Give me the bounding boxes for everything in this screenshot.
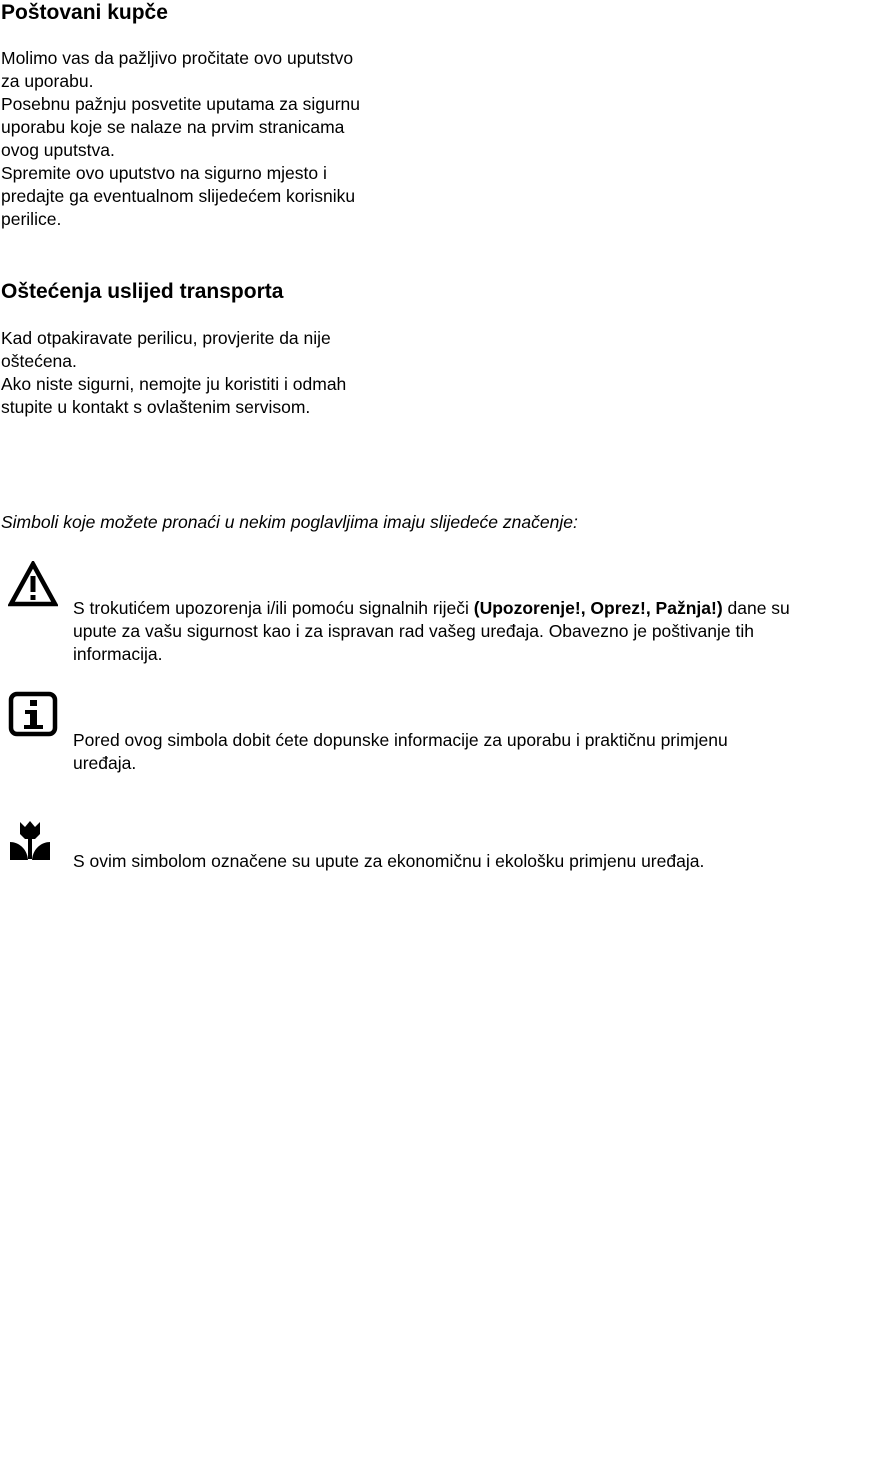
warning-line-1: S trokutićem upozorenja i/ili pomoću signalnih riječi (Upozorenje!, Oprez!, Pažnja!) dane su — [73, 598, 790, 618]
dear-customer-paragraph — [1, 47, 360, 231]
eco-line-1: S ovim simbolom označene su upute za ekonomičnu i ekološku primjenu uređaja. — [73, 851, 705, 871]
eco-symbol-description — [73, 850, 704, 873]
section-title-transport-damage: Oštećenja uslijed transporta — [1, 280, 284, 303]
warning-triangle-icon — [8, 561, 58, 607]
paragraph-line: Molimo vas da pažljivo pročitate ovo uputstvo — [1, 48, 354, 68]
symbols-intro: Simboli koje možete pronaći u nekim poglavljima imaju slijedeće značenje: — [1, 512, 578, 532]
warning-line-2: upute za vašu sigurnost kao i za ispravan rad vašeg uređaja. Obavezno je poštivanje tih — [73, 621, 754, 641]
paragraph-line: stupite u kontakt s ovlaštenim servisom. — [1, 397, 311, 417]
signal-words: (Upozorenje!, Oprez!, Pažnja!) — [473, 598, 723, 618]
paragraph-line: predajte ga eventualnom slijedećem korisniku — [1, 186, 356, 206]
warning-symbol-description — [73, 597, 790, 666]
warning-line-3: informacija. — [73, 644, 163, 664]
info-line-2: uređaja. — [73, 753, 137, 773]
paragraph-line: ovog uputstva. — [1, 140, 115, 160]
paragraph-line: perilice. — [1, 209, 62, 229]
transport-damage-paragraph — [1, 327, 346, 419]
paragraph-line: Spremite ovo uputstvo na sigurno mjesto i — [1, 163, 327, 183]
info-symbol-description — [73, 729, 728, 775]
paragraph-line: Ako niste sigurni, nemojte ju koristiti i odmah — [1, 374, 347, 394]
paragraph-line: uporabu koje se nalaze na prvim stranicama — [1, 117, 345, 137]
section-title-dear-customer: Poštovani kupče — [1, 1, 168, 24]
info-icon — [8, 690, 58, 738]
paragraph-line: Kad otpakiravate perilicu, provjerite da nije — [1, 328, 331, 348]
paragraph-line: za uporabu. — [1, 71, 94, 91]
eco-flower-icon — [8, 820, 52, 862]
info-line-1: Pored ovog simbola dobit ćete dopunske informacije za uporabu i praktičnu primjenu — [73, 730, 728, 750]
paragraph-line: oštećena. — [1, 351, 77, 371]
paragraph-line: Posebnu pažnju posvetite uputama za sigurnu — [1, 94, 360, 114]
